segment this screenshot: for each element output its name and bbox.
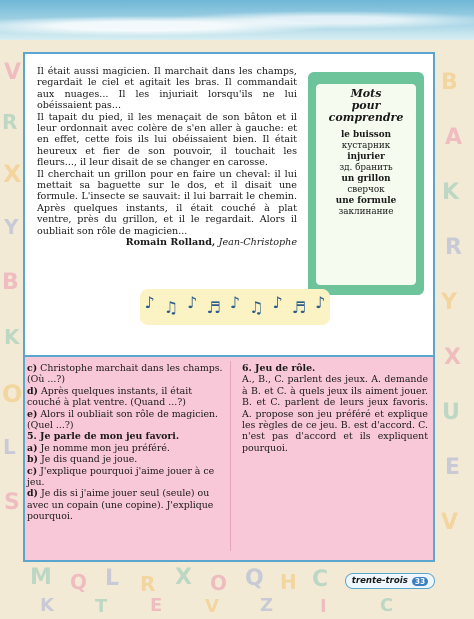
left-column (27, 363, 223, 523)
music-note-icon: ♬ (291, 297, 307, 317)
music-note-icon: ♪ (229, 292, 241, 312)
vocab-fr: une formule (335, 196, 397, 206)
vocabulary-title-line1: Mots (350, 87, 382, 100)
music-note-icon: ♪ (272, 292, 283, 312)
item-label: e) (27, 408, 38, 420)
item-label: d) (27, 488, 38, 500)
exercise-item (27, 363, 223, 386)
vocab-ru: заклинание (338, 207, 394, 217)
vocab-fr: le buisson (340, 130, 392, 140)
vocabulary-title (316, 88, 416, 124)
exercise-item (27, 409, 223, 432)
exercise-item (27, 466, 223, 489)
vocab-ru: сверчок (347, 185, 385, 195)
section-5-title: 5. Je parle de mon jeu favori. (27, 431, 180, 443)
exercise-item (27, 454, 223, 465)
exercise-item (27, 488, 223, 522)
music-note-icon: ♪ (315, 292, 326, 312)
music-notes-banner (140, 289, 330, 325)
section-6-title: 6. Jeu de rôle. (242, 363, 316, 374)
sky-header (0, 0, 474, 40)
item-label: c) (27, 465, 38, 477)
item-text: Je nomme mon jeu préféré. (40, 442, 170, 454)
music-note-icon: ♪ (187, 292, 198, 312)
vocabulary-title-line2: pour comprendre (328, 99, 404, 124)
item-label: a) (27, 442, 38, 454)
author-name: Romain Rolland, (125, 237, 216, 249)
work-title: Jean-Christophe (218, 237, 297, 249)
vocabulary-inner (316, 84, 416, 285)
exercise-item (27, 386, 223, 409)
column-divider (230, 361, 231, 551)
page-label: trente-trois (351, 576, 408, 586)
music-note-icon: ♬ (206, 297, 221, 317)
story-card (23, 52, 435, 357)
vocab-fr: un grillon (341, 174, 391, 184)
section-6-text: A., B., C. parlent des jeux. A. demande à B. et C. à quels jeux ils aiment jouer. B. et C. parlent de leurs jeux favoris. A. propose son jeu préféré et explique les règles de ce jeu. B. est d'accord. C. n'est pas d'accord et ils expliquent pourquoi. (242, 374, 428, 454)
exercise-item (27, 443, 223, 454)
story-text (37, 66, 297, 249)
decorative-letters-background: V R X Y B K O L S B A K R Y X U E V M Q L R X O Q H C K T E V Z I C (2, 60, 463, 617)
story-author (37, 237, 297, 248)
story-paragraph: Il cherchait un grillon pour en faire un cheval: il lui mettait sa baguette sur le dos, et il disait une formule. L'insecte se sauvait: il lui barrait le chemin. Après quelques instants, il était couché à plat ventre, près du grillon, et il le regardait. Alors il oubliait son rôle de magicien... (37, 168, 297, 237)
music-note-icon: ♫ (249, 297, 264, 317)
item-text: Christophe marchait dans les champs. (Où ...?) (27, 363, 223, 386)
vocab-fr: injurier (347, 152, 385, 162)
item-label: d) (27, 385, 38, 397)
page-footer (345, 573, 435, 589)
item-label: b) (27, 454, 38, 466)
right-column (242, 363, 428, 454)
page-number: 33 (412, 577, 428, 586)
vocab-ru: кустарник (341, 141, 391, 151)
item-text: Je dis si j'aime jouer seul (seule) ou avec un copain (une copine). J'explique pourquoi. (27, 488, 214, 523)
vocabulary-box (308, 72, 424, 295)
exercises-panel (23, 357, 435, 562)
vocab-ru: зд. бранить (339, 163, 393, 173)
music-note-icon: ♫ (163, 297, 179, 317)
story-paragraph: Il était aussi magicien. Il marchait dans les champs, regardait le ciel et agitait les bras. Il commandait aux nuages... Il les injuriait lorsqu'ils ne lui obéissaient pas... (37, 66, 297, 112)
item-text: Après quelques instants, il était couché à plat ventre. (Quand ...?) (27, 385, 192, 409)
item-label: c) (27, 363, 38, 374)
item-text: Je dis quand je joue. (40, 454, 138, 466)
music-note-icon: ♪ (144, 292, 155, 312)
item-text: J'explique pourquoi j'aime jouer à ce jeu. (27, 465, 215, 489)
story-paragraph: Il tapait du pied, il les menaçait de son bâton et il leur ordonnait avec colère de s'en aller à gauche: et en effet, cette fois ils lui obéissaient bien. Il était heureux et fier de son pouvoir, il touchait les fleurs..., il leur disait de se changer en carosse. (37, 111, 297, 169)
item-text: Alors il oubliait son rôle de magicien. (Quel ...?) (27, 408, 219, 432)
